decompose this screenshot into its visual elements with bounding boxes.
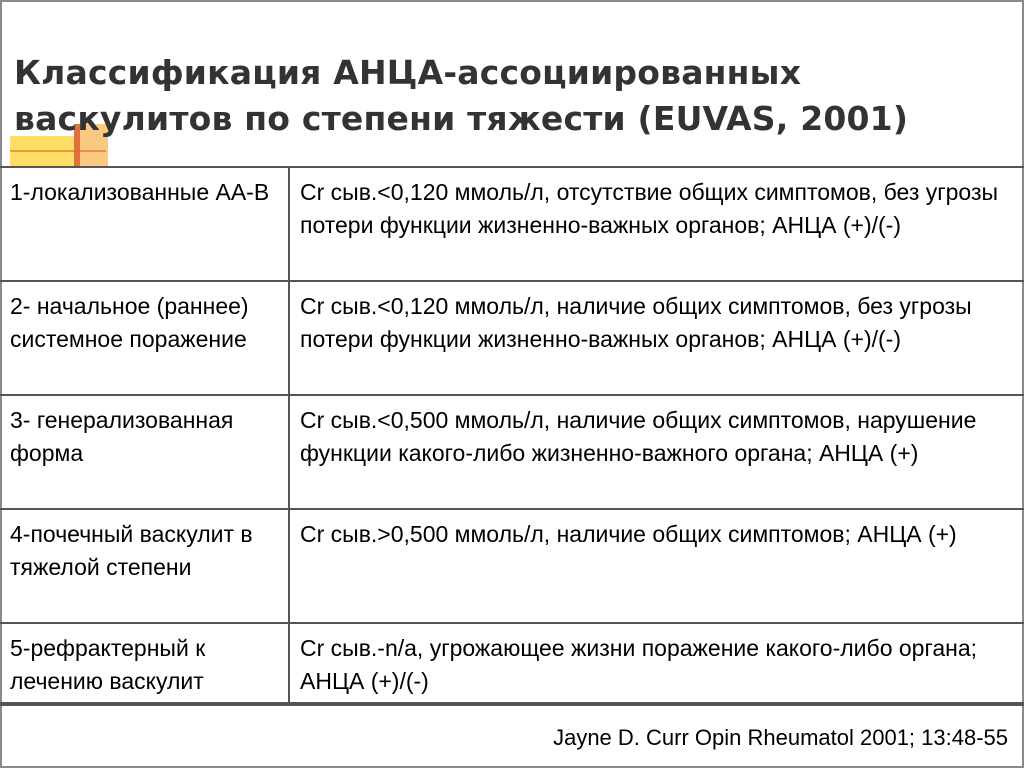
slide-title xyxy=(14,50,1004,142)
severity-classification-table xyxy=(0,166,1024,706)
table-row xyxy=(0,395,1024,509)
criteria-cell: Cr сыв.-n/a, угрожающее жизни поражение какого-либо органа; АНЦА (+)/(-) xyxy=(289,623,1024,705)
grade-cell: 4-почечный васкулит в тяжелой степени xyxy=(0,509,289,623)
slide-title-line-2: васкулитов по степени тяжести (EUVAS, 2001) xyxy=(14,99,909,138)
table-row xyxy=(0,167,1024,281)
criteria-cell: Cr сыв.<0,120 ммоль/л, наличие общих симптомов, без угрозы потери функции жизненно-важных органов; АНЦА (+)/(-) xyxy=(289,281,1024,395)
citation: Jayne D. Curr Opin Rheumatol 2001; 13:48-55 xyxy=(553,725,1008,750)
table-row xyxy=(0,281,1024,395)
table-row xyxy=(0,509,1024,623)
criteria-cell: Cr сыв.<0,500 ммоль/л, наличие общих симптомов, нарушение функции какого-либо жизненно-важного органа; АНЦА (+) xyxy=(289,395,1024,509)
decorative-line xyxy=(10,150,106,152)
grade-cell: 1-локализованные АА-В xyxy=(0,167,289,281)
bottom-divider xyxy=(0,702,1024,704)
slide-title-line-1: Классификация АНЦА-ассоциированных xyxy=(14,53,802,92)
grade-cell: 2- начальное (раннее) системное поражение xyxy=(0,281,289,395)
criteria-cell: Cr сыв.>0,500 ммоль/л, наличие общих симптомов; АНЦА (+) xyxy=(289,509,1024,623)
criteria-cell: Cr сыв.<0,120 ммоль/л, отсутствие общих симптомов, без угрозы потери функции жизненно-важных органов; АНЦА (+)/(-) xyxy=(289,167,1024,281)
grade-cell: 5-рефрактерный к лечению васкулит xyxy=(0,623,289,705)
table-row xyxy=(0,623,1024,705)
grade-cell: 3- генерализованная форма xyxy=(0,395,289,509)
